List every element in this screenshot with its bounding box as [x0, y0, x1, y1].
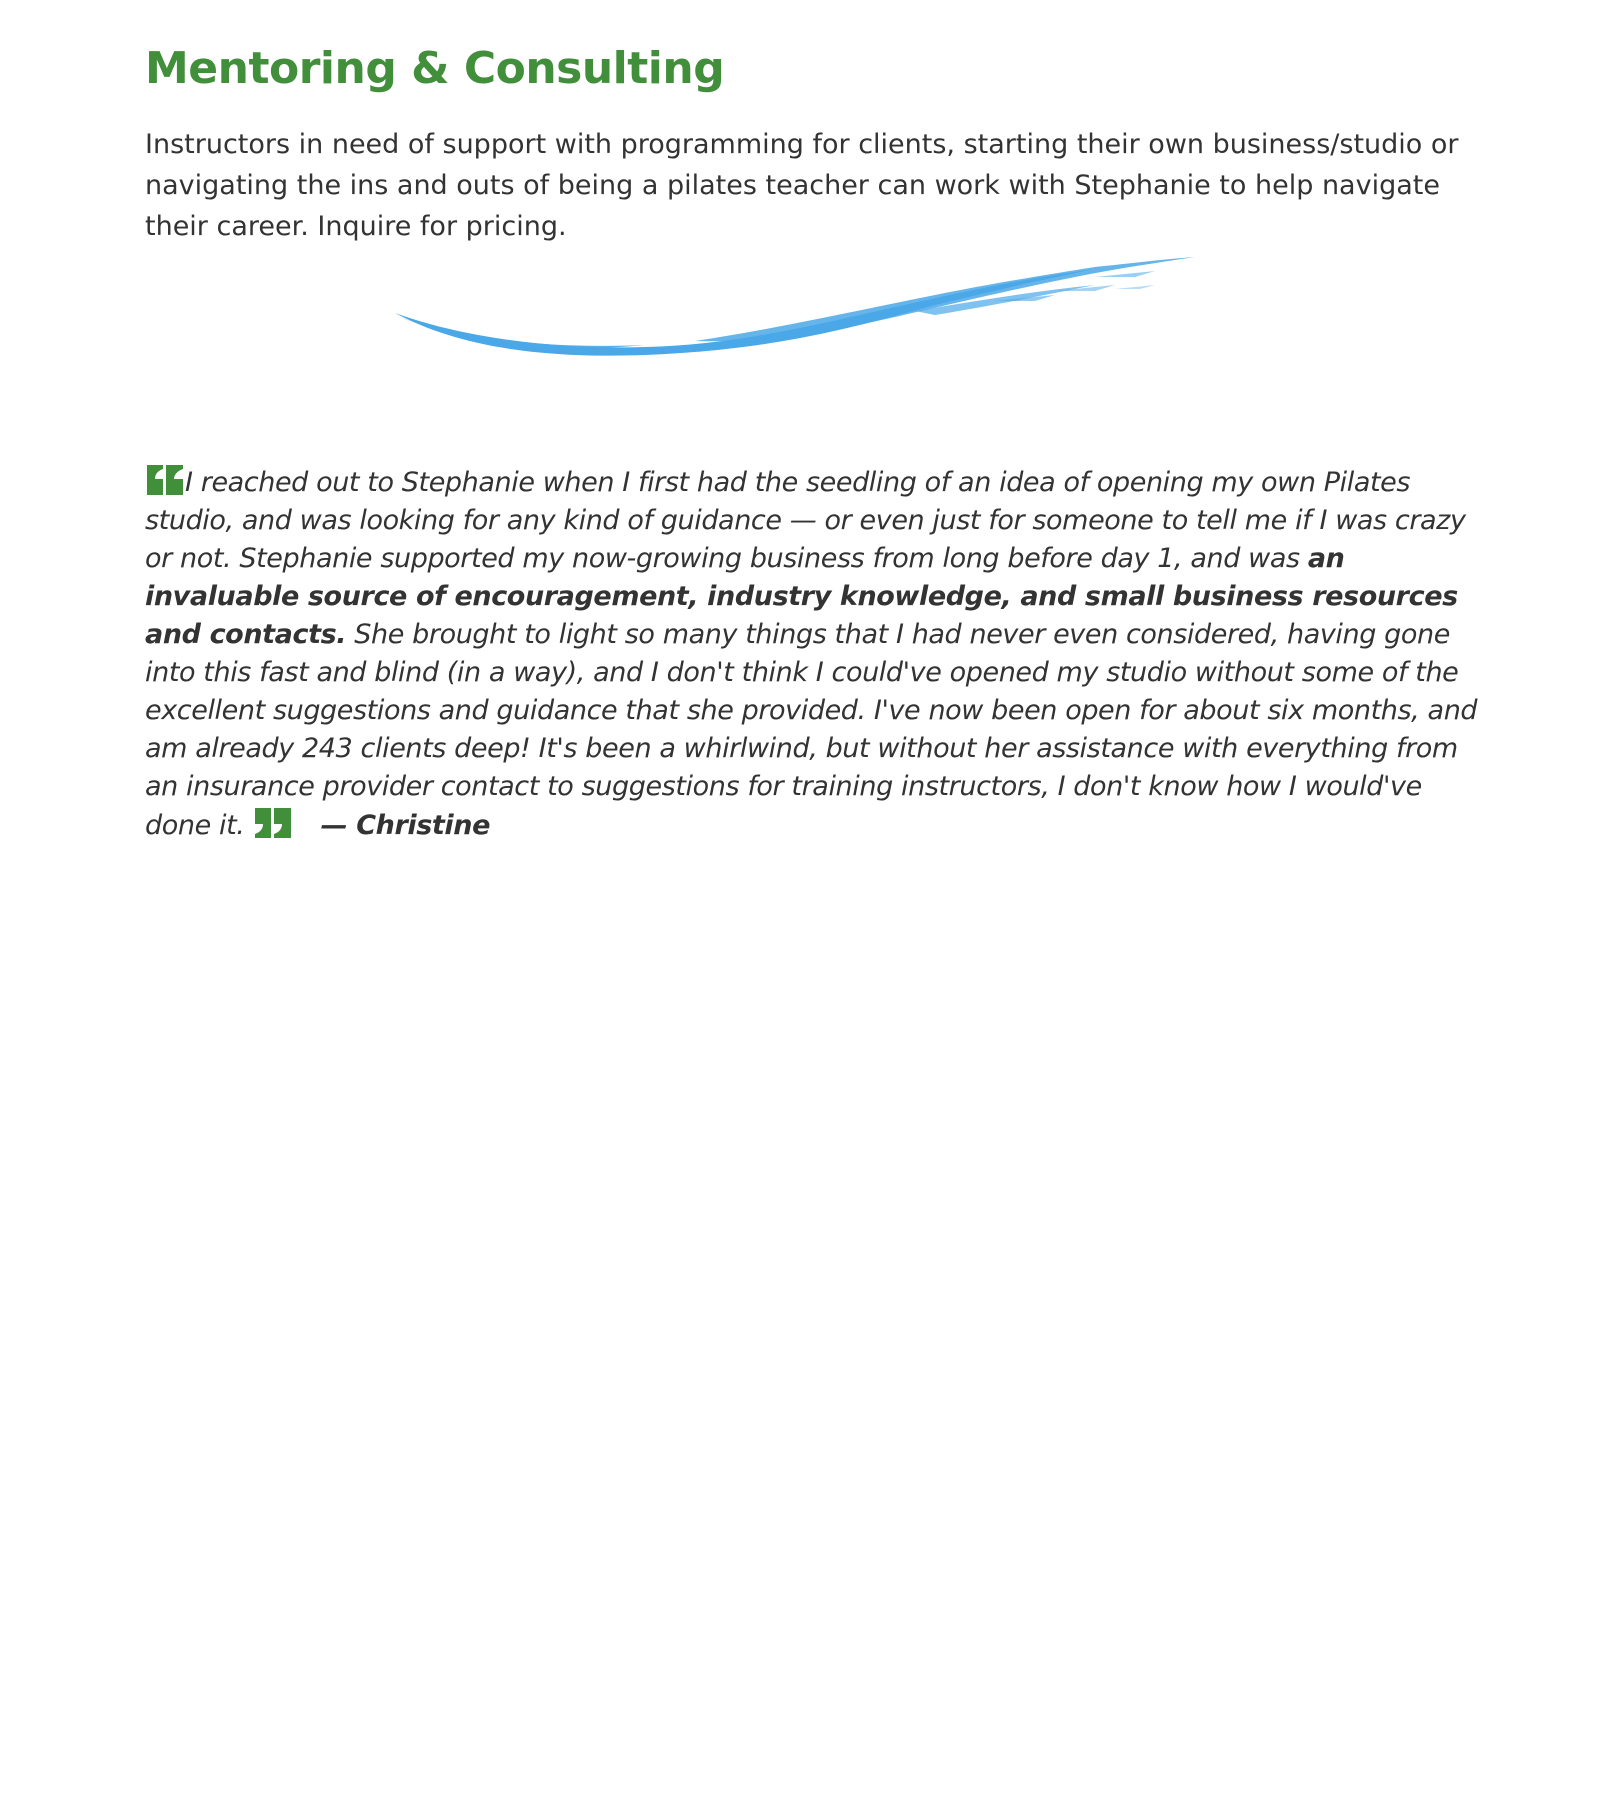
- brush-stroke-divider: [395, 255, 1195, 365]
- close-quote-icon: [253, 806, 293, 840]
- testimonial-author: — Christine: [320, 810, 490, 841]
- section-title: Mentoring & Consulting: [145, 43, 725, 94]
- testimonial-text-after: She brought to light so many things that I had never even considered, having gone into this fast and blind (in a way), and I don't think I could've opened my studio without some of the excellent suggestions and guidance that she provided. I've now been open for about six months, and am already 243 clients deep! It's been a whirlwind, but without her assistance with everything from an insurance provider contact to suggestions for training instructors, I don't know how I would've done it.: [145, 619, 1478, 841]
- mentoring-section: [145, 40, 1485, 845]
- testimonial-text-before: I reached out to Stephanie when I first had the seedling of an idea of opening my own Pilates studio, and was looking for any kind of guidance — or even just for someone to tell me if I was crazy or not. Stephanie supported my now-growing business from long before day 1, and was: [145, 467, 1466, 574]
- open-quote-icon: [145, 463, 185, 497]
- testimonial-emphasis: an invaluable source of encouragement, industry knowledge, and small business resources and contacts.: [145, 543, 1458, 650]
- section-intro: Instructors in need of support with programming for clients, starting their own business/studio or navigating the ins and outs of being a pilates teacher can work with Stephanie to help navigate their career. Inquire for pricing.: [145, 129, 1459, 242]
- testimonial-quote: [145, 463, 1485, 845]
